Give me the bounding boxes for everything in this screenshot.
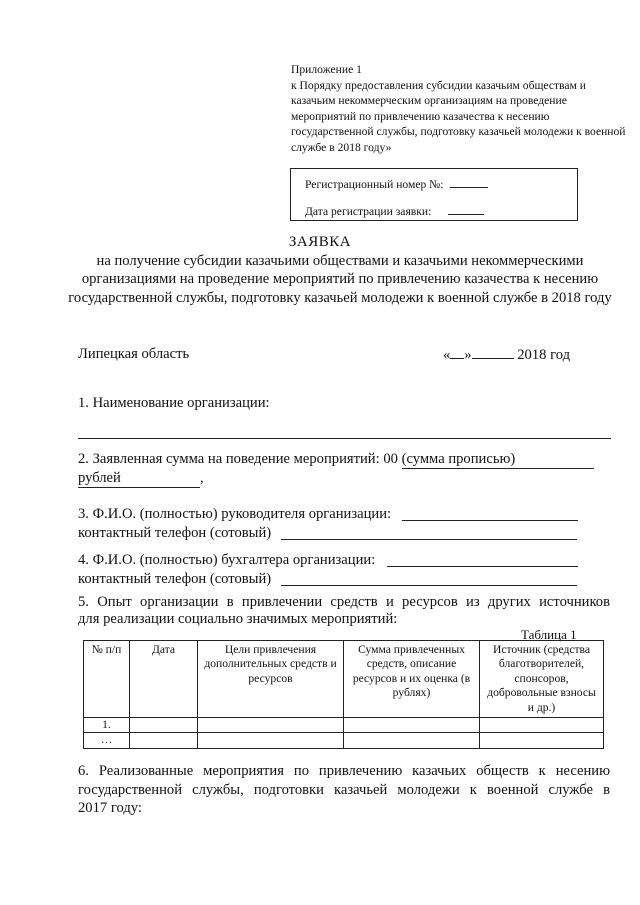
header-number: № п/п xyxy=(84,641,130,718)
director-phone-field[interactable] xyxy=(281,539,577,540)
director-name-field[interactable] xyxy=(402,520,578,521)
document-subtitle: на получение субсидии казачьими обществами и казачьими некоммерческими организациями на проведение мероприятий по привлечению казачества к несению государственной службы, подготовку казачьей молодежи к военной службе в 2018 году xyxy=(68,253,612,306)
item-2-row xyxy=(78,451,594,469)
item-4-label: 4. Ф.И.О. (полностью) бухгалтера организации: xyxy=(78,552,376,568)
registration-number-blank[interactable] xyxy=(450,176,488,188)
registration-date-row xyxy=(305,203,484,218)
appendix-note xyxy=(291,62,626,155)
item-4-phone-label: контактный телефон (сотовый) xyxy=(78,571,272,587)
table-cell[interactable] xyxy=(344,718,480,733)
date-day-blank[interactable] xyxy=(450,346,464,359)
accountant-name-field[interactable] xyxy=(387,566,578,567)
item-1-label: 1. Наименование организации: xyxy=(78,395,270,411)
table-cell[interactable] xyxy=(130,718,198,733)
document-title: ЗАЯВКА xyxy=(288,234,352,250)
resources-table xyxy=(83,640,604,749)
currency-field[interactable] xyxy=(78,470,200,488)
date-quote-close: » xyxy=(464,347,472,363)
header-amount: Сумма привлеченных средств, описание ресурсов и их оценка (в рублях) xyxy=(344,641,480,718)
table-row xyxy=(84,718,604,733)
item-6-line-2: государственной службы, подготовки казачьей молодежи к военной службе в xyxy=(78,782,610,798)
item-6-line-3: 2017 году: xyxy=(78,800,142,816)
table-cell[interactable]: … xyxy=(84,733,130,748)
table-cell[interactable] xyxy=(130,733,198,748)
item-3-label: 3. Ф.И.О. (полностью) руководителя организации: xyxy=(78,506,392,522)
appendix-text: к Порядку предоставления субсидии казачьим обществам и казачьим некоммерческим организациям на проведение мероприятий по привлечению казачества к несению государственной службы, подготовку казачьей молодежи к военной службе в 2018 году» xyxy=(291,78,626,154)
appendix-number: Приложение 1 xyxy=(291,63,362,76)
date-month-blank[interactable] xyxy=(472,346,514,359)
item-2-currency-row xyxy=(78,470,204,488)
item-5-line-1: 5. Опыт организации в привлечении средств и ресурсов из других источников xyxy=(78,594,610,610)
table-header-row xyxy=(84,641,604,718)
table-cell[interactable] xyxy=(198,733,344,748)
registration-number-label: Регистрационный номер №: xyxy=(305,178,444,191)
date-year: 2018 год xyxy=(513,347,571,363)
organization-name-field[interactable] xyxy=(78,438,611,439)
region-name: Липецкая область xyxy=(78,346,190,362)
item-2-label: 2. Заявленная сумма на поведение мероприятий: 00 xyxy=(78,451,398,467)
registration-date-label: Дата регистрации заявки: xyxy=(305,205,432,218)
table-cell[interactable] xyxy=(480,718,604,733)
date-line xyxy=(443,346,570,364)
currency-comma: , xyxy=(200,470,204,486)
table-cell[interactable] xyxy=(344,733,480,748)
currency-label: рублей xyxy=(78,470,121,486)
item-3-phone-label: контактный телефон (сотовый) xyxy=(78,525,272,541)
header-source: Источник (средства благотворителей, спонсоров, добровольные взносы и др.) xyxy=(480,641,604,718)
registration-date-blank[interactable] xyxy=(448,203,484,215)
table-row xyxy=(84,733,604,748)
date-quote-open: « xyxy=(443,347,451,363)
table-cell[interactable] xyxy=(480,733,604,748)
registration-number-row xyxy=(305,176,488,191)
header-goals: Цели привлечения дополнительных средств и ресурсов xyxy=(198,641,344,718)
table-cell[interactable]: 1. xyxy=(84,718,130,733)
table-cell[interactable] xyxy=(198,718,344,733)
table-caption: Таблица 1 xyxy=(521,627,577,642)
item-5-line-2: для реализации социально значимых мероприятий: xyxy=(78,611,398,627)
registration-box xyxy=(290,168,578,221)
item-6-line-1: 6. Реализованные мероприятия по привлечению казачьих обществ к несению xyxy=(78,763,610,779)
header-date: Дата xyxy=(130,641,198,718)
accountant-phone-field[interactable] xyxy=(281,585,577,586)
amount-words-field[interactable] xyxy=(402,451,594,469)
amount-words-hint: (сумма прописью) xyxy=(401,451,516,467)
